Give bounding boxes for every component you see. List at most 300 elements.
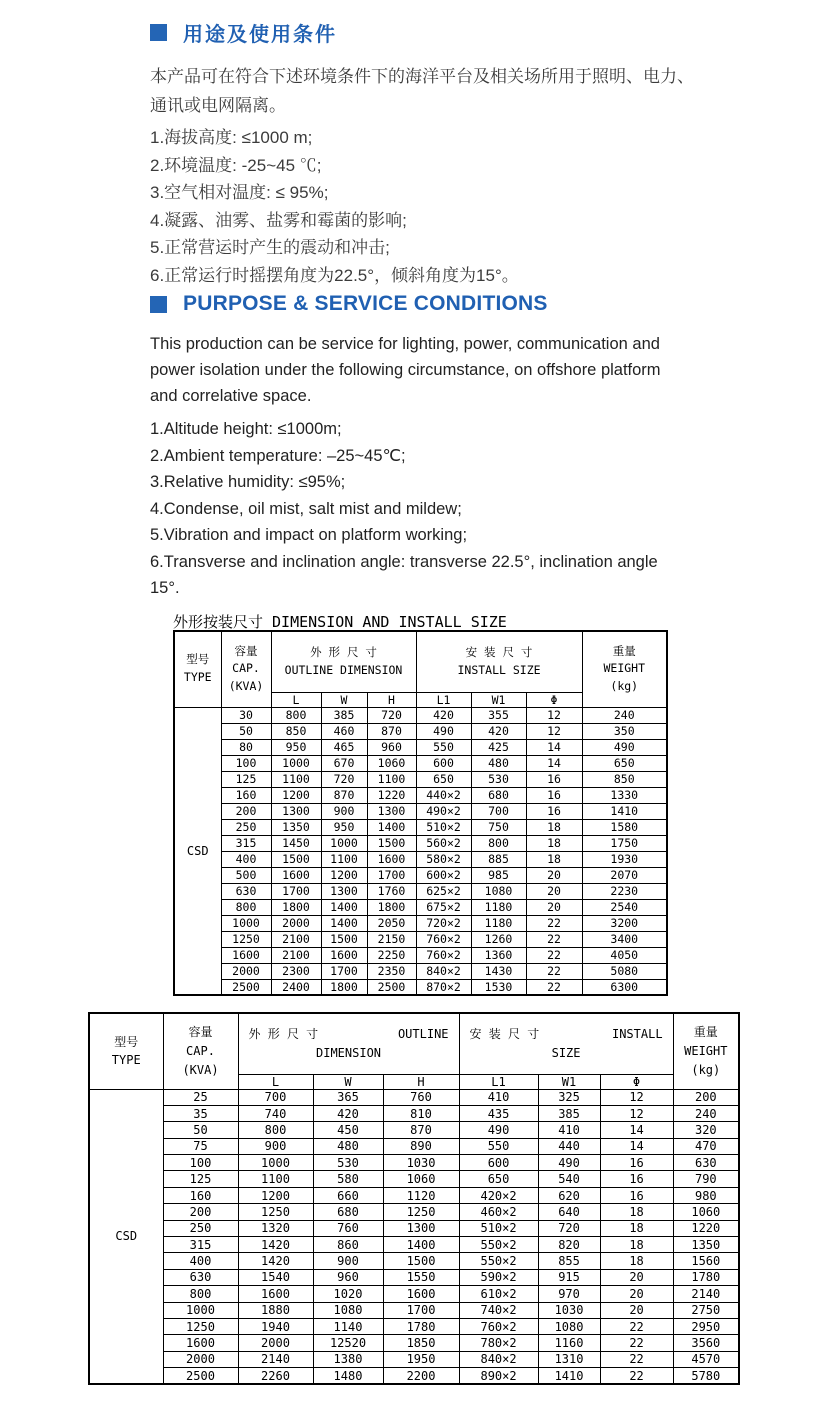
subcol-phi: Φ [526,692,582,707]
table-row [174,899,667,915]
dimension-install-table-2 [88,1012,740,1385]
table-cell: 870 [321,787,367,803]
subcol-H: H [383,1074,459,1089]
table-cell: 3400 [582,931,667,947]
table-cell: 470 [673,1138,739,1154]
table-cell: 22 [526,963,582,979]
table-cell: 1020 [313,1286,383,1302]
table-cell: 1780 [383,1318,459,1334]
dimension-install-table-1 [173,630,668,996]
table-cell: 1400 [383,1237,459,1253]
table1-header-outline [271,631,416,692]
table-cell: 800 [221,899,271,915]
type-value-cell: CSD [89,1089,163,1384]
table-cell: 1220 [673,1220,739,1236]
table-cell: 4570 [673,1351,739,1367]
header-install-en: INSTALL SIZE [457,662,541,677]
table-cell: 16 [526,787,582,803]
subcol-W1: W1 [471,692,526,707]
table-cell: 590×2 [459,1269,538,1285]
table-cell: 800 [238,1122,313,1138]
table-cell: 1180 [471,915,526,931]
table-cell: 1080 [538,1318,600,1334]
table-row [174,723,667,739]
table-cell: 720×2 [416,915,471,931]
table-cell: 680 [471,787,526,803]
list-item: 4.Condense, oil mist, salt mist and mildew; [150,499,462,518]
table-cell: 1320 [238,1220,313,1236]
header-install-line1 [460,1025,673,1044]
table-cell: 1100 [321,851,367,867]
table-cell: 12 [600,1105,673,1121]
header-install-cn: 安 装 尺 寸 [469,1027,540,1042]
table-cell: 425 [471,739,526,755]
table-cell: 700 [471,803,526,819]
table-cell: 1000 [163,1302,238,1318]
table-row [174,947,667,963]
list-item: 6.Transverse and inclination angle: transverse 22.5°, inclination angle 15°. [150,552,658,597]
table-cell: 1950 [383,1351,459,1367]
table-cell: 480 [471,755,526,771]
table-cell: 1700 [271,883,321,899]
table-cell: 400 [163,1253,238,1269]
table2-header-row [89,1013,739,1074]
header-cap-en: CAP. [186,1043,215,1058]
list-item: 1.海拔高度: ≤1000 m; [150,128,313,147]
header-outline-en: OUTLINE DIMENSION [284,662,403,677]
cn-section-header [150,18,730,47]
table-cell: 1300 [367,803,416,819]
table-row [89,1269,739,1285]
table1-header-install [416,631,582,692]
header-outline-cn: 外 形 尺 寸 [248,1027,319,1042]
table-cell: 2500 [367,979,416,995]
table-cell: 1410 [538,1368,600,1384]
table-cell: 890×2 [459,1368,538,1384]
table-cell: 960 [367,739,416,755]
table-cell: 1880 [238,1302,313,1318]
table-cell: 760×2 [459,1318,538,1334]
table1-header-weight [582,631,667,707]
table-cell: 720 [321,771,367,787]
table-cell: 410 [538,1122,600,1138]
table-row [174,979,667,995]
table-cell: 12 [526,707,582,723]
header-weight-cn: 重量 [693,1025,718,1040]
table-cell: 355 [471,707,526,723]
table-cell: 1330 [582,787,667,803]
table-cell: 630 [673,1155,739,1171]
table-row [174,739,667,755]
table-cell: 760 [383,1089,459,1105]
table-cell: 1350 [271,819,321,835]
table-cell: 22 [526,979,582,995]
table-cell: 550 [416,739,471,755]
table-cell: 1750 [582,835,667,851]
list-item: 1.Altitude height: ≤1000m; [150,420,342,438]
subcol-H: H [367,692,416,707]
table-cell: 1700 [383,1302,459,1318]
table-cell: 18 [600,1253,673,1269]
table-cell: 2100 [271,931,321,947]
table-cell: 1140 [313,1318,383,1334]
table-cell: 1350 [673,1237,739,1253]
table-cell: 1420 [238,1237,313,1253]
table-cell: 1600 [238,1286,313,1302]
table-row [89,1171,739,1187]
table-cell: 1250 [221,931,271,947]
table-cell: 660 [313,1187,383,1203]
table-cell: 530 [313,1155,383,1171]
table-cell: 1400 [367,819,416,835]
table-cell: 50 [163,1122,238,1138]
table-cell: 1200 [321,867,367,883]
subcol-L: L [271,692,321,707]
table-cell: 420 [471,723,526,739]
table-cell: 490 [416,723,471,739]
table-cell: 2250 [367,947,416,963]
table-cell: 350 [582,723,667,739]
header-install-en1: INSTALL [611,1027,663,1042]
table-cell: 580 [313,1171,383,1187]
header-outline-line1 [239,1025,459,1044]
table-cell: 400 [221,851,271,867]
table-row [174,803,667,819]
table-cell: 6300 [582,979,667,995]
table-cell: 200 [673,1089,739,1105]
table-cell: 3200 [582,915,667,931]
table-cell: 1380 [313,1351,383,1367]
table-cell: 22 [600,1368,673,1384]
table-cell: 450 [313,1122,383,1138]
table-cell: 720 [367,707,416,723]
table-cell: 1060 [367,755,416,771]
type-value-cell: CSD [174,707,221,995]
table-cell: 550×2 [459,1253,538,1269]
table-cell: 1300 [321,883,367,899]
table-cell: 1360 [471,947,526,963]
table-cell: 2350 [367,963,416,979]
table-cell: 1500 [367,835,416,851]
table-cell: 900 [321,803,367,819]
table-cell: 740×2 [459,1302,538,1318]
table-cell: 385 [538,1105,600,1121]
table-cell: 1250 [383,1204,459,1220]
en-purpose-section [150,292,730,602]
list-item: 5.Vibration and impact on platform working; [150,526,468,544]
table-cell: 1410 [582,803,667,819]
table-cell: 16 [600,1155,673,1171]
list-item: 3.空气相对温度: ≤ 95%; [150,183,329,202]
table-row [174,819,667,835]
header-cap-cn: 容量 [234,643,258,658]
table-row [174,883,667,899]
table-cell: 18 [600,1204,673,1220]
table-cell: 2500 [163,1368,238,1384]
table-cell: 915 [538,1269,600,1285]
table2-header-weight [673,1013,739,1089]
table-cell: 25 [163,1089,238,1105]
table-cell: 2000 [238,1335,313,1351]
table-cell: 18 [526,819,582,835]
table-cell: 1600 [271,867,321,883]
table-row [174,755,667,771]
table-cell: 630 [221,883,271,899]
table-cell: 560×2 [416,835,471,851]
table-cell: 1600 [163,1335,238,1351]
table2-header-type [89,1013,163,1089]
header-cap-unit: (KVA) [228,679,264,694]
table-row [174,771,667,787]
table-cell: 1060 [383,1171,459,1187]
list-item: 4.凝露、油雾、盐雾和霉菌的影响; [150,210,407,230]
table-cell: 1760 [367,883,416,899]
blue-square-bullet-icon [150,296,167,313]
table-cell: 1080 [313,1302,383,1318]
table-cell: 2140 [673,1286,739,1302]
table-cell: 22 [526,931,582,947]
header-weight-unit: (kg) [610,679,639,694]
subcol-L1: L1 [416,692,471,707]
table-cell: 600×2 [416,867,471,883]
table-cell: 18 [526,835,582,851]
table-cell: 2260 [238,1368,313,1384]
en-section-body [150,331,688,602]
table-cell: 2000 [271,915,321,931]
header-type-en: TYPE [183,670,212,685]
table-cell: 510×2 [416,819,471,835]
table-cell: 1180 [471,899,526,915]
table-cell: 14 [526,755,582,771]
table1-title: 外形按装尺寸 DIMENSION AND INSTALL SIZE [173,613,507,631]
en-section-header [150,292,730,316]
table-cell: 18 [600,1237,673,1253]
table-cell: 1600 [221,947,271,963]
table-cell: 20 [600,1302,673,1318]
table-cell: 840×2 [459,1351,538,1367]
table-cell: 650 [416,771,471,787]
table-cell: 460 [321,723,367,739]
list-item: 5.正常营运时产生的震动和冲击; [150,238,390,257]
table-cell: 1500 [271,851,321,867]
table-cell: 490 [582,739,667,755]
table-cell: 1220 [367,787,416,803]
table-cell: 625×2 [416,883,471,899]
table-cell: 675×2 [416,899,471,915]
table-cell: 50 [221,723,271,739]
table-cell: 1480 [313,1368,383,1384]
table-cell: 855 [538,1253,600,1269]
table-cell: 1400 [321,915,367,931]
table-cell: 325 [538,1089,600,1105]
table-cell: 2540 [582,899,667,915]
table-cell: 1430 [471,963,526,979]
table-cell: 420×2 [459,1187,538,1203]
table-row [174,707,667,723]
table-cell: 680 [313,1204,383,1220]
list-item: 2.环境温度: -25~45 ℃; [150,155,322,175]
table-cell: 1080 [471,883,526,899]
cn-section-body [150,62,708,289]
cn-section-title: 用途及使用条件 [183,24,337,46]
table-cell: 540 [538,1171,600,1187]
table-cell: 1300 [383,1220,459,1236]
table-cell: 100 [163,1155,238,1171]
table-row [89,1204,739,1220]
table-cell: 385 [321,707,367,723]
table-cell: 810 [383,1105,459,1121]
table-cell: 410 [459,1089,538,1105]
header-install-cn: 安 装 尺 寸 [465,644,533,659]
header-type-en: TYPE [111,1053,141,1068]
table-cell: 490 [459,1122,538,1138]
table-cell: 1700 [321,963,367,979]
table-cell: 720 [538,1220,600,1236]
table-cell: 1540 [238,1269,313,1285]
table-cell: 620 [538,1187,600,1203]
cn-paragraph: 本产品可在符合下述环境条件下的海洋平台及相关场所用于照明、电力、通讯或电网隔离。 [150,67,694,115]
table-row [89,1155,739,1171]
table-cell: 600 [416,755,471,771]
table-cell: 1930 [582,851,667,867]
table-cell: 315 [163,1237,238,1253]
table-cell: 160 [221,787,271,803]
table-cell: 240 [673,1105,739,1121]
table-cell: 2230 [582,883,667,899]
table-cell: 550 [459,1138,538,1154]
table-row [89,1351,739,1367]
header-install-en2: SIZE [551,1045,581,1060]
table-cell: 2000 [221,963,271,979]
table-cell: 22 [526,915,582,931]
table-cell: 820 [538,1237,600,1253]
table-cell: 20 [600,1269,673,1285]
table-cell: 2300 [271,963,321,979]
subcol-W1: W1 [538,1074,600,1089]
table-cell: 14 [600,1138,673,1154]
header-cap-cn: 容量 [188,1025,213,1040]
table-cell: 420 [313,1105,383,1121]
table-cell: 550×2 [459,1237,538,1253]
table-cell: 365 [313,1089,383,1105]
table-cell: 250 [163,1220,238,1236]
table-cell: 1120 [383,1187,459,1203]
table-cell: 1600 [383,1286,459,1302]
table-cell: 1060 [673,1204,739,1220]
table-cell: 780×2 [459,1335,538,1351]
table-cell: 1560 [673,1253,739,1269]
table-cell: 5780 [673,1368,739,1384]
table-cell: 1000 [221,915,271,931]
table-cell: 1100 [271,771,321,787]
table-cell: 240 [582,707,667,723]
table-cell: 480 [313,1138,383,1154]
table-row [89,1122,739,1138]
table1-body [174,707,667,995]
subcol-W: W [313,1074,383,1089]
table-cell: 12 [526,723,582,739]
table-cell: 670 [321,755,367,771]
table-cell: 870×2 [416,979,471,995]
table-cell: 870 [383,1122,459,1138]
en-paragraph: This production can be service for lighting, power, communication and power isolation under the following circumstance, on offshore platform and correlative space. [150,335,661,405]
header-weight-cn: 重量 [612,643,636,658]
table-cell: 1100 [367,771,416,787]
list-item: 3.Relative humidity: ≤95%; [150,473,346,491]
table-cell: 750 [471,819,526,835]
table-cell: 2200 [383,1368,459,1384]
table-cell: 1500 [321,931,367,947]
table-cell: 20 [526,867,582,883]
table-cell: 885 [471,851,526,867]
table-cell: 1300 [271,803,321,819]
table-row [174,931,667,947]
table-row [174,867,667,883]
table-cell: 970 [538,1286,600,1302]
table-cell: 490 [538,1155,600,1171]
table-cell: 315 [221,835,271,851]
table-cell: 1000 [271,755,321,771]
table-row [89,1286,739,1302]
table-row [89,1318,739,1334]
table-cell: 1250 [163,1318,238,1334]
en-section-title: PURPOSE & SERVICE CONDITIONS [183,292,548,315]
dimension-table-1-wrap [173,611,668,996]
table-cell: 960 [313,1269,383,1285]
header-weight-en: WEIGHT [603,661,646,676]
table-row [89,1105,739,1121]
table-cell: 650 [582,755,667,771]
header-cap-en: CAP. [232,661,260,676]
table-cell: 1000 [238,1155,313,1171]
table-cell: 16 [600,1171,673,1187]
en-condition-list [150,416,688,602]
table-cell: 890 [383,1138,459,1154]
table-cell: 530 [471,771,526,787]
table-cell: 1310 [538,1351,600,1367]
table-cell: 1600 [367,851,416,867]
table-cell: 75 [163,1138,238,1154]
table-cell: 100 [221,755,271,771]
table2-header-outline [238,1013,459,1074]
table-cell: 18 [600,1220,673,1236]
table-cell: 12 [600,1089,673,1105]
table-cell: 1250 [238,1204,313,1220]
table-cell: 1780 [673,1269,739,1285]
table-cell: 250 [221,819,271,835]
table-cell: 1530 [471,979,526,995]
table-cell: 2140 [238,1351,313,1367]
table-row [89,1220,739,1236]
table-cell: 1850 [383,1335,459,1351]
table-cell: 435 [459,1105,538,1121]
table-cell: 640 [538,1204,600,1220]
table-cell: 1420 [238,1253,313,1269]
header-type-cn: 型号 [114,1034,139,1049]
table-cell: 18 [526,851,582,867]
table-cell: 200 [221,803,271,819]
table-cell: 870 [367,723,416,739]
table-cell: 1200 [271,787,321,803]
table-row [89,1253,739,1269]
table-cell: 2000 [163,1351,238,1367]
table-cell: 20 [526,883,582,899]
table-cell: 3560 [673,1335,739,1351]
table-cell: 1800 [271,899,321,915]
table-cell: 22 [600,1351,673,1367]
table-cell: 22 [600,1335,673,1351]
table-cell: 1940 [238,1318,313,1334]
